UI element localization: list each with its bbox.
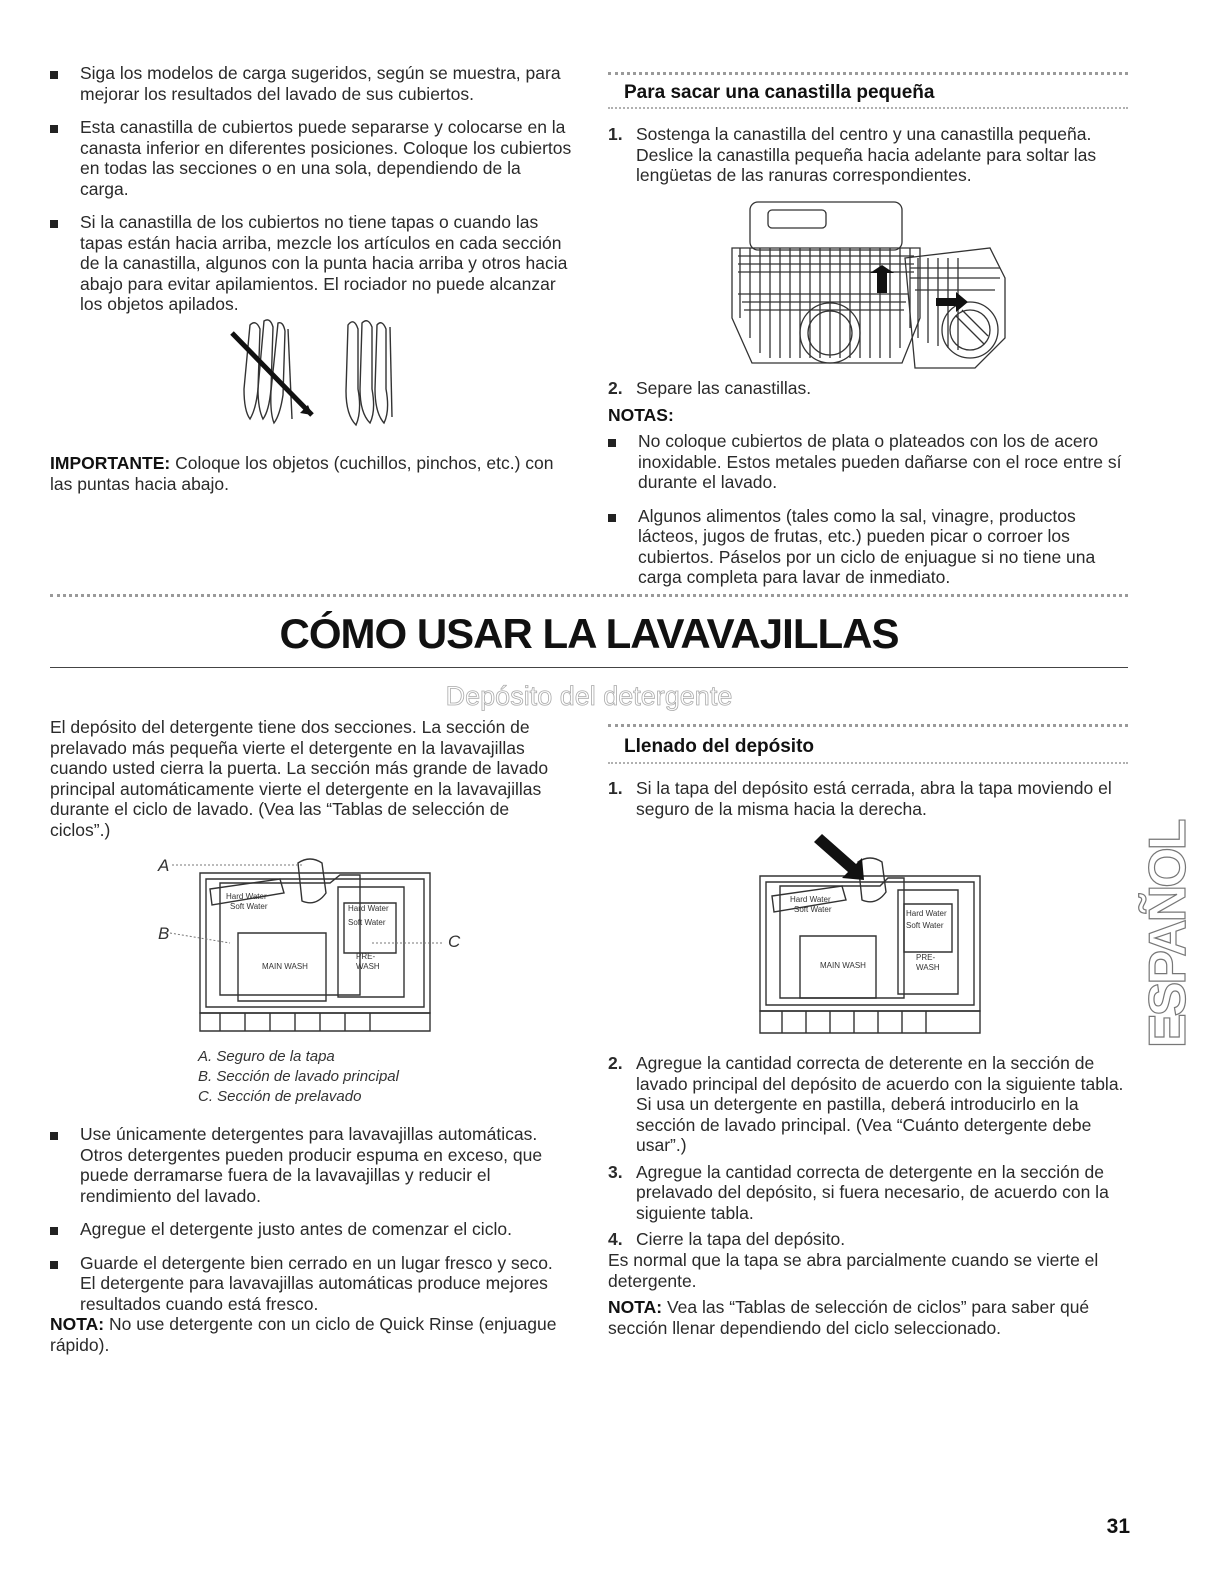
list-item: No coloque cubiertos de plata o plateados con los de acero inoxidable. Estos metales pueden dañarse con el roce entre sí durante el lavado. <box>608 431 1128 493</box>
prewash-text-1: PRE- <box>916 953 936 962</box>
cycle-note: NOTA: Vea las “Tablas de selección de ciclos” para saber qué sección llenar dependiendo del ciclo seleccionado. <box>608 1297 1090 1338</box>
fill-steps <box>608 1053 1128 1256</box>
soft-water-text: Soft Water <box>794 905 832 914</box>
prewash-text-1: PRE- <box>356 952 376 961</box>
label-c: C <box>448 932 461 951</box>
soft-water-text: Soft Water <box>230 902 268 911</box>
divider <box>608 72 1128 75</box>
normal-note: Es normal que la tapa se abra parcialmente cuando se vierte el detergente. <box>608 1250 1099 1291</box>
label-b: B <box>158 924 170 943</box>
divider <box>608 107 1128 109</box>
bullet-icon <box>50 71 58 79</box>
section-rule <box>50 667 1128 668</box>
list-item: 4. Cierre la tapa del depósito. <box>608 1229 846 1249</box>
list-item: Si la canastilla de los cubiertos no tiene tapas o cuando las tapas están hacia arriba, mezcle los artículos en cada sección de la canastilla, algunos con la punta hacia arriba y otros hacia abajo para evitar apilamientos. El rociador no puede alcanzar los objetos apilados. <box>50 212 572 315</box>
divider <box>608 724 1128 727</box>
label-a: A <box>158 856 170 875</box>
bullet-icon <box>50 1261 58 1269</box>
list-item: Esta canastilla de cubiertos puede separarse y colocarse en la canasta inferior en diferentes posiciones. Coloque los cubiertos en todas las secciones o en una sola, dependiendo de la carga. <box>50 117 572 199</box>
bullet-icon <box>608 439 616 447</box>
dispenser-open-diagram <box>740 826 990 1041</box>
notes-list <box>608 431 1128 601</box>
figure-captions <box>198 1047 558 1107</box>
dispenser-diagram <box>150 843 460 1043</box>
detergent-bullets <box>50 1124 572 1327</box>
section-divider <box>50 594 1128 597</box>
section-subtitle: Depósito del detergente <box>445 681 733 711</box>
bullet-icon <box>608 514 616 522</box>
caption-c: C. Sección de prelavado <box>198 1088 362 1105</box>
dispenser-intro: El depósito del detergente tiene dos secciones. La sección de prelavado más pequeña vierte el detergente en la lavavajillas cuando usted cierra la puerta. La sección más grande de lavado principal automáticamente vierte el detergente en la lavavajillas durante el ciclo de lavado. (Vea las “Tablas de selección de ciclos”.) <box>50 717 549 840</box>
bullet-icon <box>50 1227 58 1235</box>
prewash-text-2: WASH <box>916 963 940 972</box>
soft-water-text-2: Soft Water <box>348 918 386 927</box>
heading-remove-basket: Para sacar una canastilla pequeña <box>624 82 935 103</box>
bullet-icon <box>50 1132 58 1140</box>
caption-a: A. Seguro de la tapa <box>198 1048 335 1065</box>
hard-water-text-2: Hard Water <box>906 909 947 918</box>
list-item: 2. Agregue la cantidad correcta de deterente en la sección de lavado principal del depósito de acuerdo con la siguiente tabla. Si usa un detergente en pastilla, deberá introducirlo en la sección de lavado principal. (Vea “Cuánto detergente debe usar”.) <box>608 1053 1124 1155</box>
list-item: Guarde el detergente bien cerrado en un lugar fresco y seco. El detergente para lavavajillas automáticas produce mejores resultados cuando está fresco. <box>50 1253 572 1315</box>
language-side-tab: ESPAÑOL <box>1139 821 1197 1049</box>
page-number: 31 <box>1106 1515 1130 1538</box>
list-item: 3. Agregue la cantidad correcta de detergente en la sección de prelavado del depósito, si fuera necesario, de acuerdo con la siguiente tabla. <box>608 1161 1109 1223</box>
main-wash-text: MAIN WASH <box>820 961 866 970</box>
list-item: Siga los modelos de carga sugeridos, según se muestra, para mejorar los resultados del lavado de sus cubiertos. <box>50 63 572 104</box>
list-item: Algunos alimentos (tales como la sal, vinagre, productos lácteos, jugos de frutas, etc.) pueden picar o corroer los cubiertos. Páselos por un ciclo de enjuague si no tiene una carga completa para lavar de inmediato. <box>608 506 1128 588</box>
section-title: CÓMO USAR LA LAVAVAJILLAS <box>279 610 899 657</box>
hard-water-text: Hard Water <box>790 895 831 904</box>
caption-b: B. Sección de lavado principal <box>198 1068 399 1085</box>
remove-step-1: 1. Sostenga la canastilla del centro y una canastilla pequeña. Deslice la canastilla pequeña hacia adelante para soltar las lengüetas de las ranuras correspondientes. <box>608 124 1097 185</box>
hard-water-text: Hard Water <box>226 892 267 901</box>
list-item: Agregue el detergente justo antes de comenzar el ciclo. <box>50 1219 572 1240</box>
soft-water-text-2: Soft Water <box>906 921 944 930</box>
bullet-icon <box>50 220 58 228</box>
prewash-text-2: WASH <box>356 962 380 971</box>
main-wash-text: MAIN WASH <box>262 962 308 971</box>
remove-step-2: 2. Separe las canastillas. <box>608 378 812 398</box>
open-arrow-icon <box>814 834 864 880</box>
bullet-icon <box>50 125 58 133</box>
basket-illustration <box>730 198 1005 370</box>
hard-water-text-2: Hard Water <box>348 904 389 913</box>
important-note: IMPORTANTE: Coloque los objetos (cuchillos, pinchos, etc.) con las puntas hacia abajo. <box>50 453 554 494</box>
cutlery-illustration <box>220 315 410 430</box>
heading-filling: Llenado del depósito <box>624 736 815 757</box>
notes-label: NOTAS: <box>608 405 674 425</box>
fill-step-1: 1. Si la tapa del depósito está cerrada, abra la tapa moviendo el seguro de la misma hacia la derecha. <box>608 778 1112 819</box>
left-top-bullets <box>50 63 572 328</box>
quick-rinse-note: NOTA: No use detergente con un ciclo de Quick Rinse (enjuague rápido). <box>50 1314 557 1355</box>
list-item: Use únicamente detergentes para lavavajillas automáticas. Otros detergentes pueden producir espuma en exceso, que puede derramarse fuera de la lavavajillas y reducir el rendimiento del lavado. <box>50 1124 572 1206</box>
divider <box>608 762 1128 764</box>
